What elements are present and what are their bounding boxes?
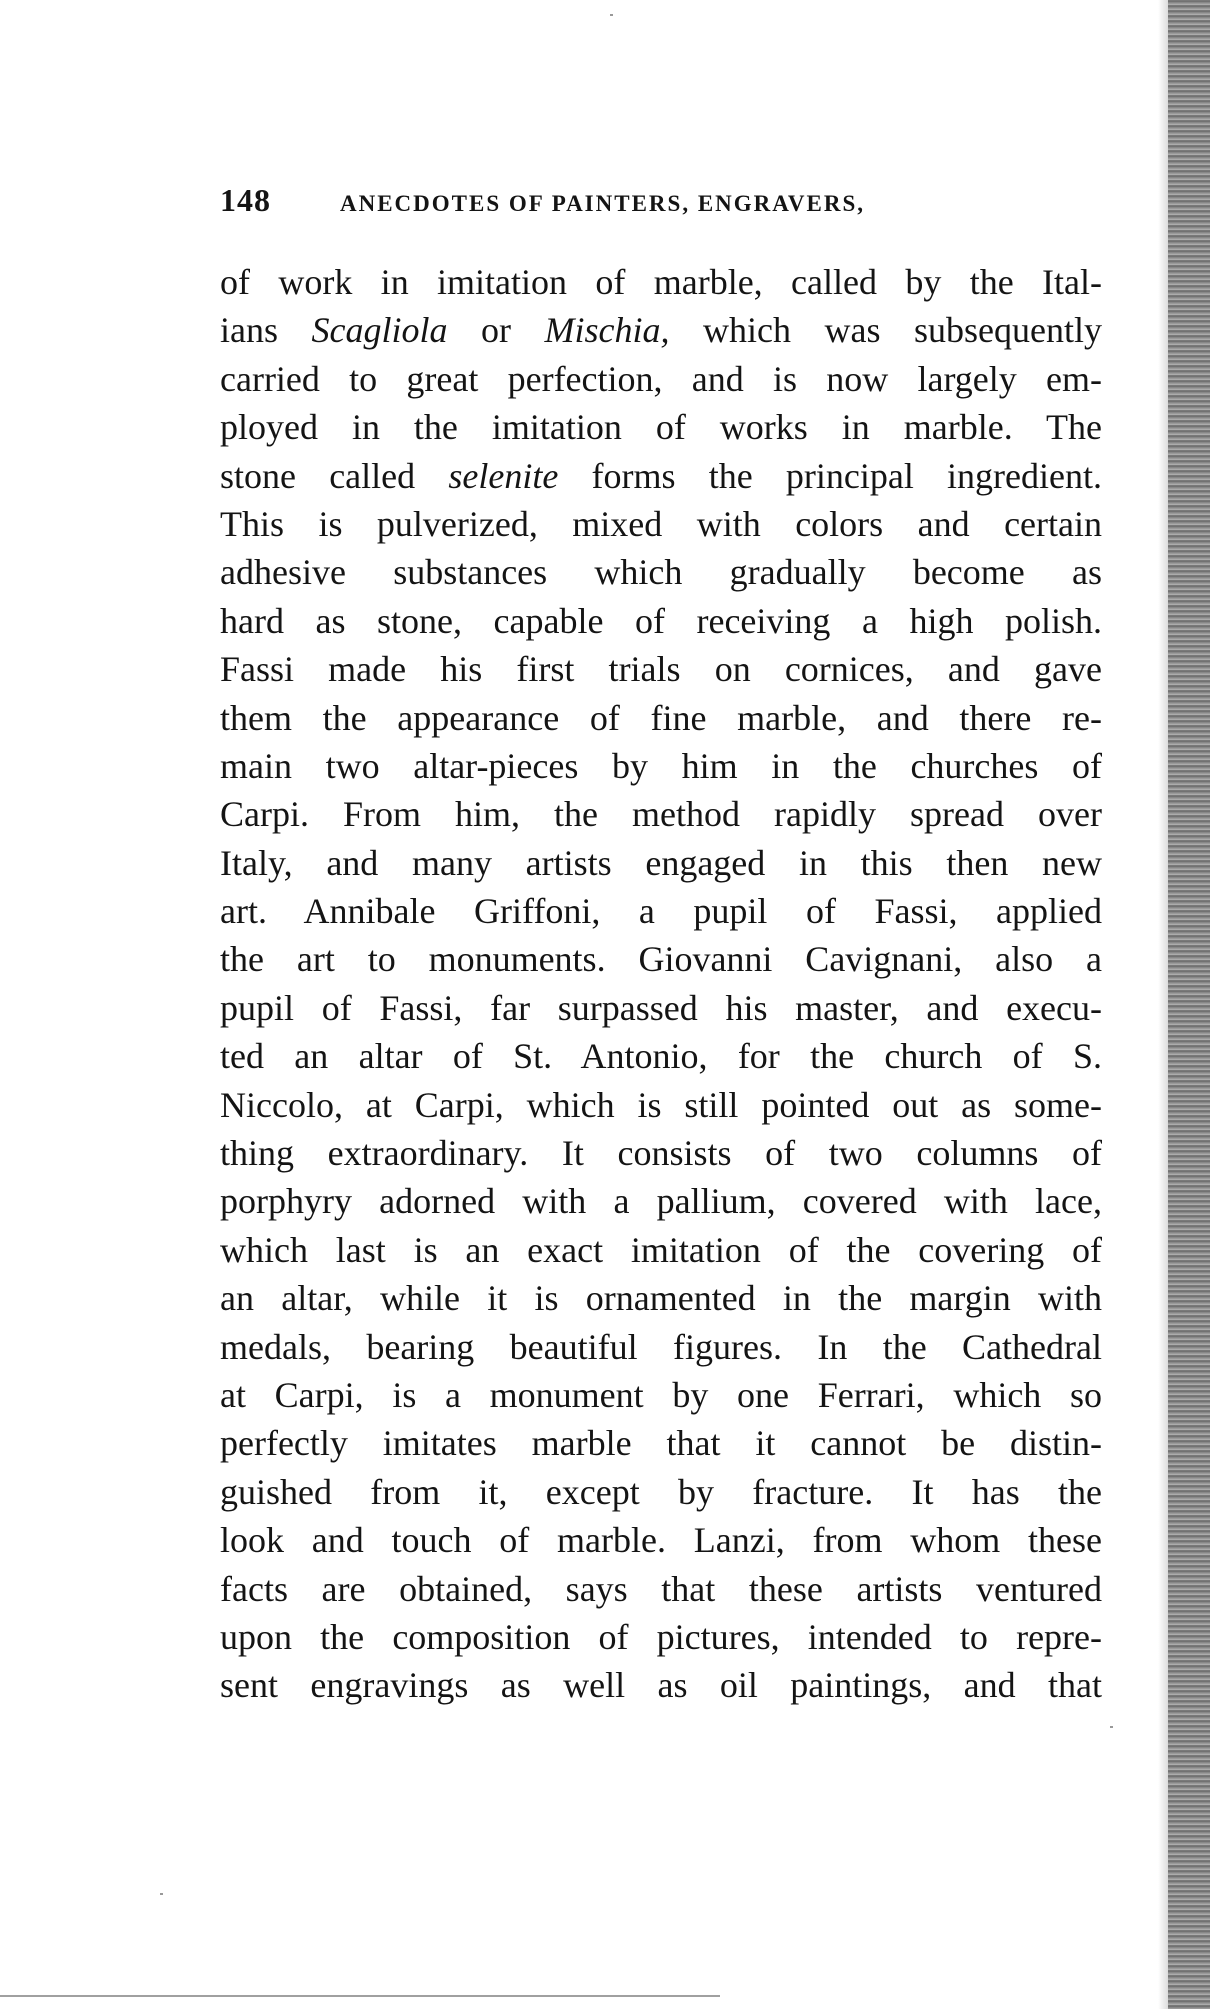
text-line (220, 645, 1102, 693)
text-run: guished from it, except by fracture. It has the (220, 1471, 1102, 1512)
text-run: them the appearance of fine marble, and there re- (220, 697, 1102, 738)
text-run: facts are obtained, says that these artists ventured (220, 1568, 1102, 1609)
text-line (220, 935, 1102, 983)
text-line (220, 984, 1102, 1032)
text-run: an altar, while it is ornamented in the margin with (220, 1278, 1102, 1319)
text-line (220, 403, 1102, 451)
text-run: carried to great perfection, and is now largely em- (220, 358, 1102, 399)
bottom-rule (0, 1995, 720, 1997)
running-title: ANECDOTES OF PAINTERS, ENGRAVERS, (340, 191, 866, 216)
text-run: at Carpi, is a monument by one Ferrari, which so (220, 1374, 1102, 1415)
text-line (220, 1323, 1102, 1371)
text-line (220, 694, 1102, 742)
text-run: of work in imitation of marble, called by the Ital- (220, 262, 1102, 302)
text-run: look and touch of marble. Lanzi, from whom these (220, 1520, 1102, 1561)
text-line (220, 839, 1102, 887)
text-run: medals, bearing beautiful figures. In the Cathedral (220, 1326, 1102, 1367)
text-line (220, 1032, 1102, 1080)
text-run: which was subsequently (669, 310, 1102, 351)
text-line (220, 452, 1102, 500)
text-line (220, 1129, 1102, 1177)
text-run: Carpi. From him, the method rapidly spread over (220, 794, 1102, 835)
text-run: adhesive substances which gradually become as (220, 552, 1102, 593)
text-line (220, 1226, 1102, 1274)
text-run: ians (220, 310, 312, 351)
text-run: perfectly imitates marble that it cannot be distin- (220, 1423, 1102, 1464)
text-run: thing extraordinary. It consists of two columns of (220, 1133, 1102, 1174)
text-run: Niccolo, at Carpi, which is still pointed out as some- (220, 1084, 1102, 1125)
text-line (220, 887, 1102, 935)
text-line (220, 1565, 1102, 1613)
text-line (220, 597, 1102, 645)
text-line (220, 306, 1102, 354)
text-run: pupil of Fassi, far surpassed his master, and execu- (220, 987, 1102, 1028)
text-run: Italy, and many artists engaged in this then new (220, 842, 1102, 883)
speck (610, 14, 613, 16)
text-run: porphyry adorned with a pallium, covered with lace, (220, 1181, 1102, 1222)
text-line (220, 742, 1102, 790)
text-run: art. Annibale Griffoni, a pupil of Fassi, applied (220, 891, 1102, 932)
text-line (220, 1468, 1102, 1516)
text-line (220, 1661, 1102, 1709)
text-run: ted an altar of St. Antonio, for the church of S. (220, 1036, 1102, 1077)
text-line (220, 1371, 1102, 1419)
text-run: which last is an exact imitation of the covering of (220, 1229, 1102, 1270)
text-line (220, 790, 1102, 838)
page-header (220, 182, 1020, 222)
text-line (220, 1081, 1102, 1129)
text-line (220, 1516, 1102, 1564)
text-line (220, 1613, 1102, 1661)
text-run: main two altar-pieces by him in the churches of (220, 745, 1102, 786)
italic-term: selenite (448, 455, 559, 496)
text-run: upon the composition of pictures, intended to repre- (220, 1616, 1102, 1657)
body-text (220, 258, 1102, 1710)
italic-term: Scagliola (311, 310, 448, 351)
text-run: ployed in the imitation of works in marble. The (220, 407, 1102, 448)
italic-term: Mischia, (544, 310, 670, 351)
text-run: Fassi made his first trials on cornices, and gave (220, 649, 1102, 690)
text-line (220, 1419, 1102, 1467)
text-run: stone called (220, 455, 449, 496)
speck (1110, 1726, 1113, 1728)
text-run: sent engravings as well as oil paintings, and that (220, 1665, 1102, 1706)
text-run: or (447, 310, 545, 351)
speck (160, 1893, 163, 1895)
text-line (220, 355, 1102, 403)
text-run: hard as stone, capable of receiving a high polish. (220, 600, 1102, 641)
text-line (220, 548, 1102, 596)
page-number: 148 (220, 182, 271, 218)
text-line (220, 1177, 1102, 1225)
text-line (220, 500, 1102, 548)
page-edge-shadow (1168, 0, 1210, 2009)
text-run: the art to monuments. Giovanni Cavignani, also a (220, 939, 1102, 980)
text-run: forms the principal ingredient. (558, 455, 1102, 496)
text-run: This is pulverized, mixed with colors and certain (220, 503, 1102, 544)
text-line (220, 258, 1102, 306)
text-line (220, 1274, 1102, 1322)
